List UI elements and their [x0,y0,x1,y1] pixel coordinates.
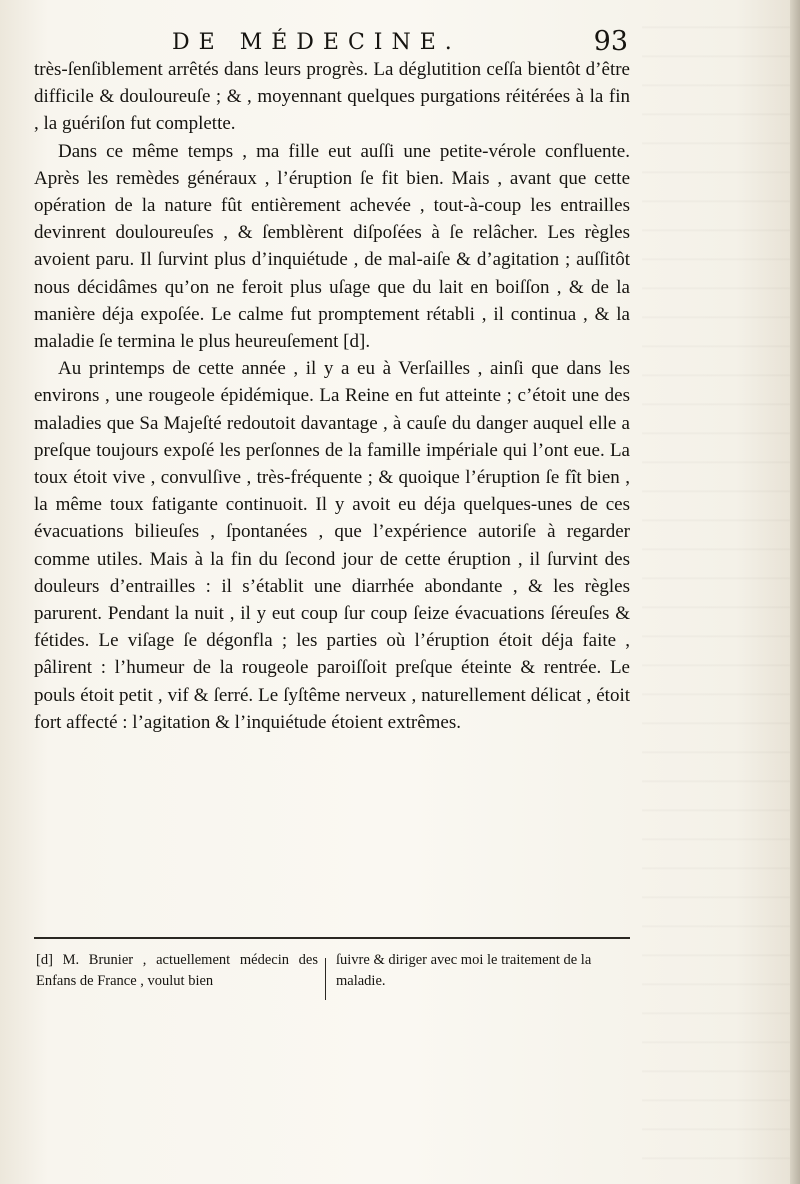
running-head: DE MÉDECINE. [172,30,461,55]
footnote-column-divider [325,958,326,1000]
paragraph: Au printemps de cette année , il y a eu à Verſailles , ainſi que dans les environs , une rougeole épidémique. La Reine en fut atteinte ; c’étoit une des maladies que Sa Majeſté redoutoit davantage , à cauſe du danger auquel elle a preſque toujours expoſé les perſonnes de la famille impériale qui l’ont eue. La toux étoit vive , convulſive , très-fréquente ; & quoique l’éruption ſe fît bien , la même toux fatigante continuoit. Il y avoit eu déja quelques-unes de ces évacuations bilieuſes , ſpontanées , que l’expérience autoriſe à regarder comme utiles. Mais à la fin du ſecond jour de cette éruption , il ſurvint des douleurs d’entrailles : il s’établit une diarrhée abondante , & les règles parurent. Pendant la nuit , il y eut coup ſur coup ſeize évacuations ſéreuſes & fétides. Le viſage ſe dégonfla ; les parties où l’éruption étoit déja faite , pâlirent : l’humeur de la rougeole paroiſſoit preſque éteinte & rentrée. Le pouls étoit petit , vif & ſerré. Le ſyſtême nerveux , naturellement délicat , étoit fort affecté : l’agitation & l’inquiétude étoient extrêmes. [34,358,630,733]
paragraph: Dans ce même temps , ma fille eut auſſi une petite-vérole confluente. Après les remèdes généraux , l’éruption ſe fit bien. Mais , avant que cette opération de la nature fût entièrement achevée , tout-à-coup les entrailles devinrent douloureuſes , & ſemblèrent diſpoſées à ſe relâcher. Les règles avoient paru. Il ſurvint plus d’inquiétude , de mal-aiſe & d’agitation ; auſſitôt nous décidâmes qu’on ne feroit plus uſage que du lait en boiſſon , & de la manière déja expoſée. Le calme fut promptement rétabli , il continua , & la maladie ſe termina le plus heureuſement [d]. [34,140,630,353]
page-number: 93 [593,26,628,57]
bleed-through-shadow [642,0,792,1184]
page-edge [790,0,800,1184]
body-text [34,56,630,736]
footnote-left-column: [d] M. Brunier , actuellement médecin des Enfans de France , voulut bien [36,952,318,989]
footnote-rule [34,937,630,939]
footnote-right-column: ſuivre & diriger avec moi le traitement de la maladie. [336,952,592,989]
paragraph-continued: très-ſenſiblement arrêtés dans leurs progrès. La déglutition ceſſa bientôt d’être difficile & douloureuſe ; & , moyennant quelques purgations réitérées à la fin , la guériſon fut complette. [34,59,630,135]
